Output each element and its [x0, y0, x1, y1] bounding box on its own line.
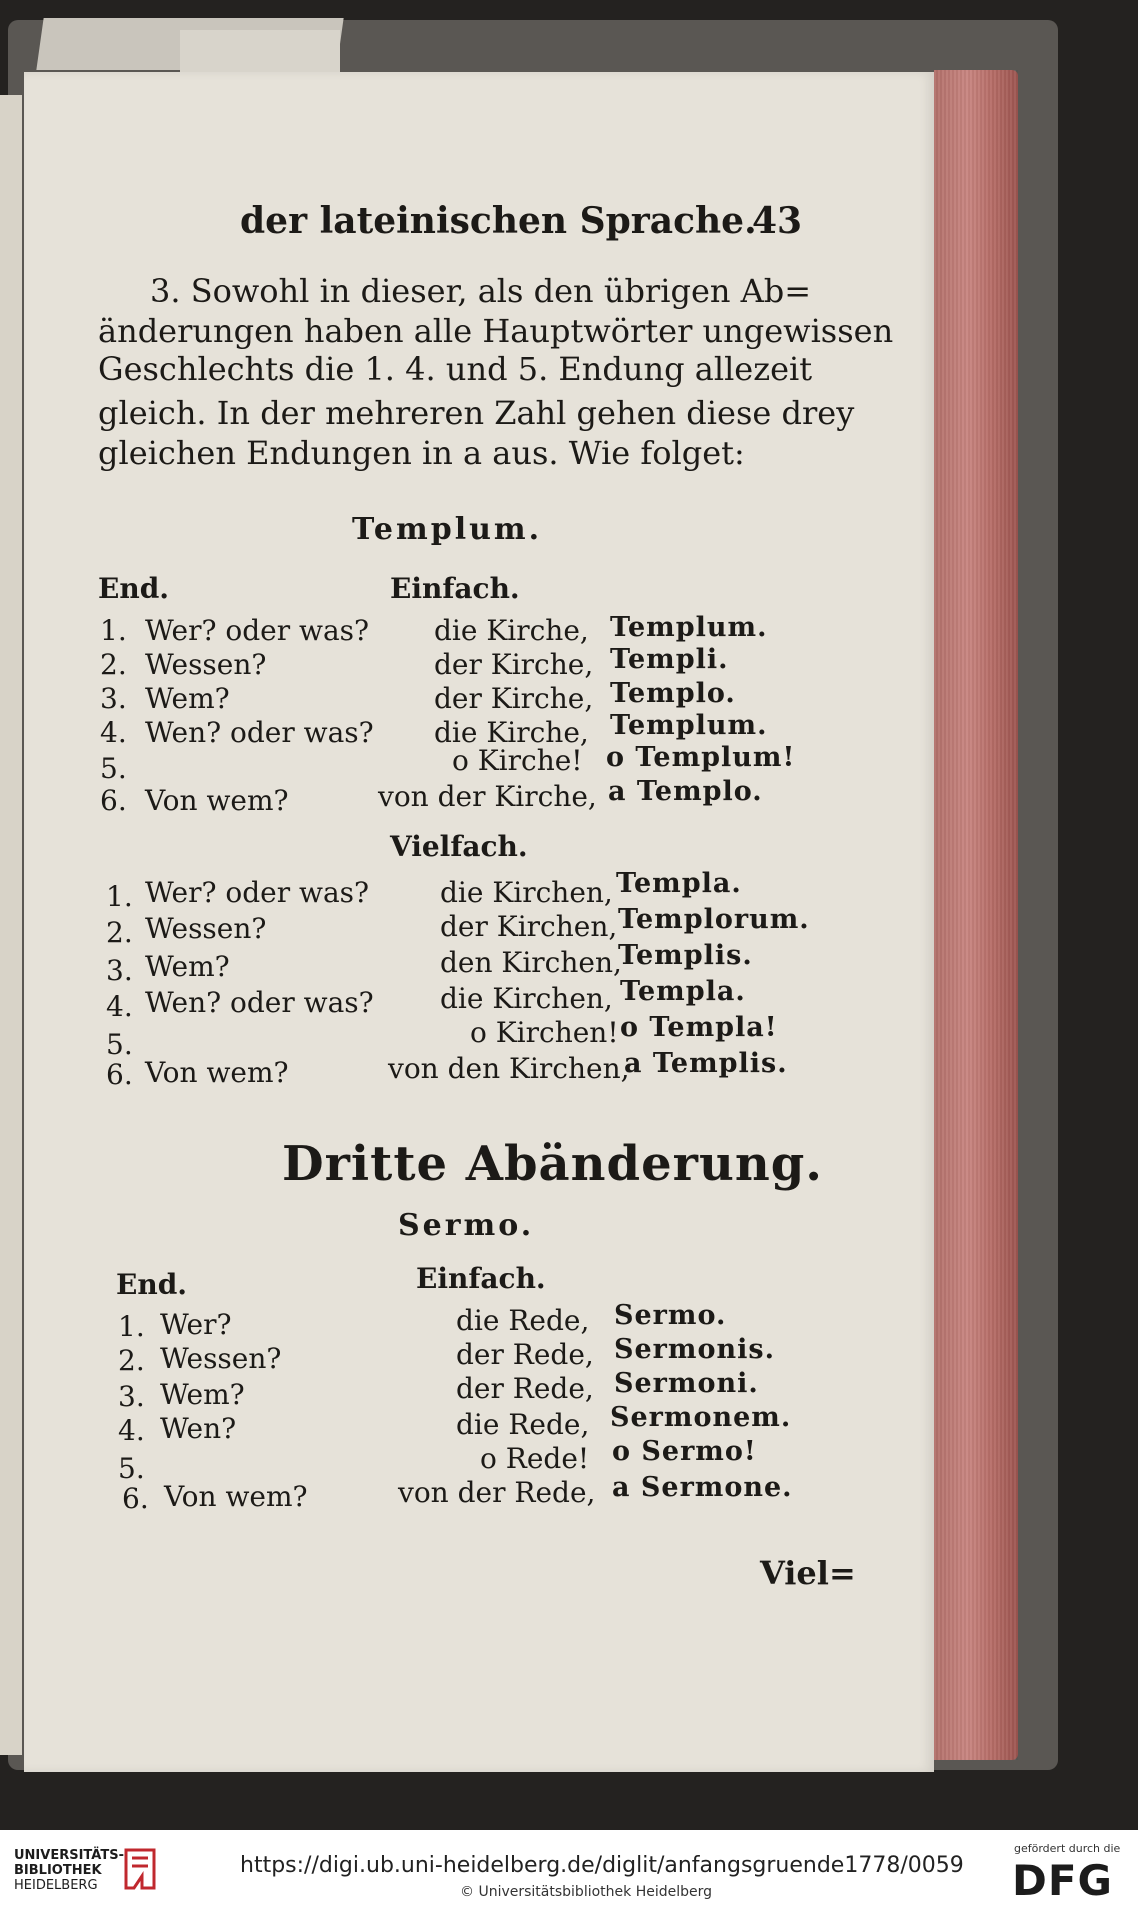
- sermo-sg-num-5: 5.: [118, 1452, 145, 1485]
- intro-line-4: gleich. In der mehreren Zahl gehen diese drey: [98, 394, 855, 432]
- templum-sg-la-5: o Templum!: [606, 742, 796, 773]
- templum-col-einfach: Einfach.: [390, 572, 520, 605]
- templum-title: Templum.: [352, 512, 543, 547]
- sermo-col-einfach: Einfach.: [416, 1262, 546, 1295]
- sermo-sg-de-3: der Rede,: [456, 1372, 594, 1405]
- section-title: Dritte Abänderung.: [282, 1136, 824, 1192]
- running-head: der lateinischen Sprache.: [240, 200, 757, 242]
- templum-sg-q-6: Von wem?: [145, 784, 289, 817]
- sermo-sg-la-1: Sermo.: [614, 1300, 727, 1331]
- templum-sg-de-2: der Kirche,: [434, 648, 594, 681]
- sermo-title: Sermo.: [398, 1208, 535, 1243]
- funder-logo: DFG: [1012, 1856, 1114, 1905]
- templum-sg-num-1: 1.: [100, 614, 127, 647]
- intro-line-1: 3. Sowohl in dieser, als den übrigen Ab=: [150, 272, 812, 310]
- templum-sg-la-3: Templo.: [610, 678, 736, 709]
- templum-sg-q-4: Wen? oder was?: [145, 716, 374, 749]
- templum-sg-de-4: die Kirche,: [434, 716, 589, 749]
- sermo-sg-de-5: o Rede!: [480, 1442, 590, 1475]
- library-logo-icon: [122, 1846, 158, 1892]
- templum-sg-de-6: von der Kirche,: [378, 780, 597, 813]
- catchword: Viel=: [760, 1554, 856, 1592]
- templum-pl-de-5: o Kirchen!: [470, 1016, 619, 1049]
- templum-sg-q-2: Wessen?: [145, 648, 267, 681]
- templum-pl-num-4: 4.: [106, 990, 133, 1023]
- templum-pl-q-2: Wessen?: [145, 912, 267, 945]
- shelf-label-paper: [180, 30, 340, 72]
- permalink-url[interactable]: https://digi.ub.uni-heidelberg.de/diglit/anfangsgruende1778/0059: [240, 1853, 964, 1878]
- funder-note: gefördert durch die: [1014, 1842, 1121, 1855]
- templum-pl-la-4: Templa.: [620, 976, 746, 1007]
- templum-sg-la-4: Templum.: [610, 710, 768, 741]
- sermo-sg-la-6: a Sermone.: [612, 1472, 793, 1503]
- facing-page-edge: [0, 95, 22, 1755]
- templum-sg-num-3: 3.: [100, 682, 127, 715]
- templum-pl-de-1: die Kirchen,: [440, 876, 613, 909]
- library-name-line-3: HEIDELBERG: [14, 1878, 98, 1893]
- templum-pl-num-3: 3.: [106, 954, 133, 987]
- page-number: 43: [752, 200, 803, 242]
- templum-pl-la-1: Templa.: [616, 868, 742, 899]
- intro-line-5: gleichen Endungen in a aus. Wie folget:: [98, 434, 745, 472]
- templum-sg-la-1: Templum.: [610, 612, 768, 643]
- templum-pl-q-1: Wer? oder was?: [145, 876, 370, 909]
- sermo-sg-de-1: die Rede,: [456, 1304, 590, 1337]
- intro-line-2: änderungen haben alle Hauptwörter ungewissen: [98, 312, 894, 350]
- templum-sg-q-1: Wer? oder was?: [145, 614, 370, 647]
- sermo-sg-de-6: von der Rede,: [398, 1476, 596, 1509]
- sermo-sg-de-4: die Rede,: [456, 1408, 590, 1441]
- templum-pl-q-3: Wem?: [145, 950, 230, 983]
- sermo-sg-num-1: 1.: [118, 1310, 145, 1343]
- templum-sg-q-3: Wem?: [145, 682, 230, 715]
- templum-pl-la-6: a Templis.: [624, 1048, 788, 1079]
- sermo-sg-q-3: Wem?: [160, 1378, 245, 1411]
- sermo-sg-q-6: Von wem?: [164, 1480, 308, 1513]
- library-logo-text: [14, 1848, 124, 1893]
- library-name-line-2: BIBLIOTHEK: [14, 1863, 102, 1878]
- sermo-sg-num-2: 2.: [118, 1344, 145, 1377]
- sermo-sg-q-4: Wen?: [160, 1412, 237, 1445]
- templum-pl-la-3: Templis.: [618, 940, 753, 971]
- templum-col-vielfach: Vielfach.: [390, 830, 528, 863]
- templum-pl-la-5: o Templa!: [620, 1012, 778, 1043]
- templum-sg-la-2: Templi.: [610, 644, 729, 675]
- templum-pl-num-6: 6.: [106, 1058, 133, 1091]
- templum-sg-num-5: 5.: [100, 752, 127, 785]
- sermo-sg-q-2: Wessen?: [160, 1342, 282, 1375]
- page-edge-texture: [934, 70, 1018, 1760]
- templum-pl-num-2: 2.: [106, 916, 133, 949]
- sermo-sg-la-5: o Sermo!: [612, 1436, 757, 1467]
- templum-col-end: End.: [98, 572, 170, 605]
- sermo-sg-la-4: Sermonem.: [610, 1402, 792, 1433]
- templum-sg-de-1: die Kirche,: [434, 614, 589, 647]
- templum-pl-de-2: der Kirchen,: [440, 910, 618, 943]
- sermo-col-end: End.: [116, 1268, 188, 1301]
- sermo-sg-num-4: 4.: [118, 1414, 145, 1447]
- templum-pl-num-1: 1.: [106, 880, 133, 913]
- templum-sg-de-3: der Kirche,: [434, 682, 594, 715]
- templum-pl-la-2: Templorum.: [618, 904, 810, 935]
- templum-sg-la-6: a Templo.: [608, 776, 763, 807]
- library-name-line-1: UNIVERSITÄTS-: [14, 1848, 124, 1863]
- templum-pl-q-4: Wen? oder was?: [145, 986, 374, 1019]
- templum-sg-num-4: 4.: [100, 716, 127, 749]
- templum-pl-num-5: 5.: [106, 1028, 133, 1061]
- templum-sg-de-5: o Kirche!: [452, 744, 583, 777]
- sermo-sg-la-3: Sermoni.: [614, 1368, 759, 1399]
- sermo-sg-q-1: Wer?: [160, 1308, 232, 1341]
- templum-pl-de-4: die Kirchen,: [440, 982, 613, 1015]
- copyright-notice: © Universitätsbibliothek Heidelberg: [460, 1884, 713, 1900]
- templum-sg-num-6: 6.: [100, 784, 127, 817]
- templum-sg-num-2: 2.: [100, 648, 127, 681]
- sermo-sg-de-2: der Rede,: [456, 1338, 594, 1371]
- templum-pl-de-6: von den Kirchen,: [388, 1052, 630, 1085]
- sermo-sg-la-2: Sermonis.: [614, 1334, 775, 1365]
- intro-line-3: Geschlechts die 1. 4. und 5. Endung allezeit: [98, 350, 813, 388]
- templum-pl-q-6: Von wem?: [145, 1056, 289, 1089]
- sermo-sg-num-6: 6.: [122, 1482, 149, 1515]
- sermo-sg-num-3: 3.: [118, 1380, 145, 1413]
- templum-pl-de-3: den Kirchen,: [440, 946, 622, 979]
